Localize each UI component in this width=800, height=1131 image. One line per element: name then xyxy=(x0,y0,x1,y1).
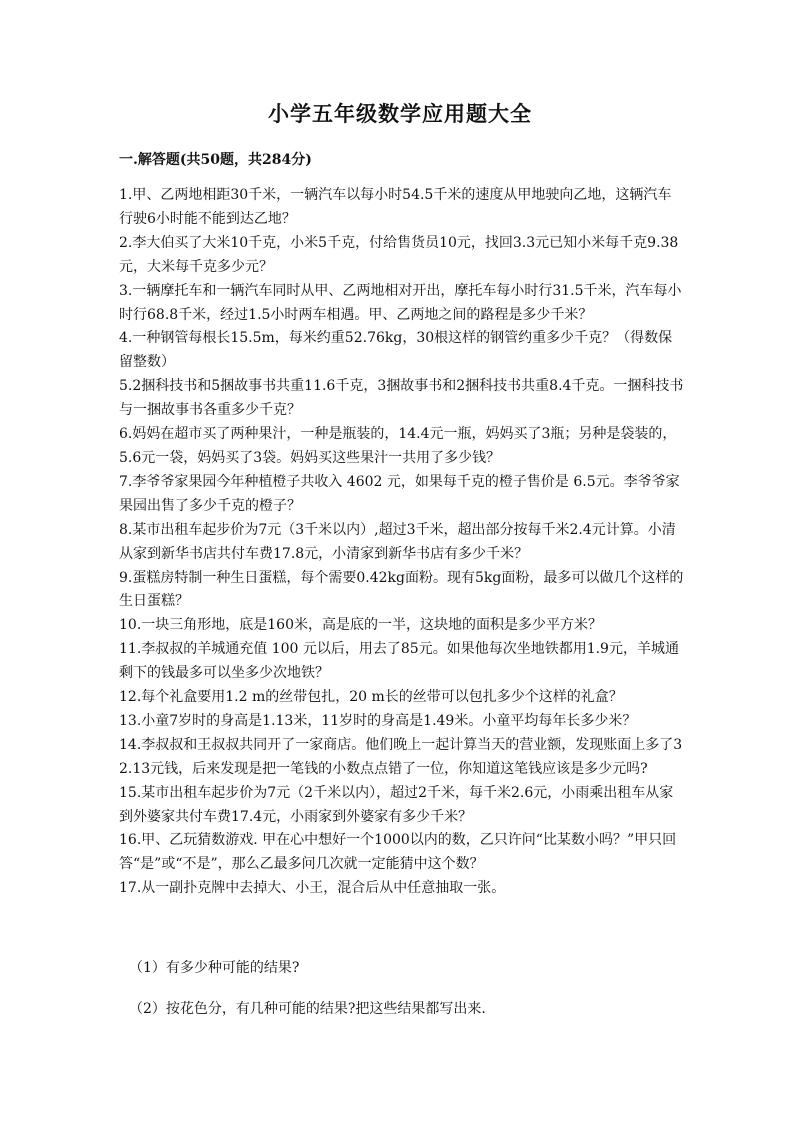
question-8: 8.某市出租车起步价为7元（3千米以内）,超过3千米，超出部分按每千米2.4元计算。小清从家到新华书店共付车费17.8元，小清家到新华书店有多少千米？ xyxy=(119,521,676,562)
question-17: 17.从一副扑克牌中去掉大、小王，混合后从中任意抽取一张。 xyxy=(119,880,506,897)
question-7: 7.李爷爷家果园今年种植橙子共收入 4602 元，如果每千克的橙子售价是 6.5元。李爷爷家果园出售了多少千克的橙子？ xyxy=(119,473,680,514)
page-title: 小学五年级数学应用题大全 xyxy=(268,101,532,126)
sub-question-2: （2）按花色分，有几种可能的结果?把这些结果都写出来. xyxy=(129,1001,486,1017)
question-10: 10.一块三角形地，底是160米，高是底的一半，这块地的面积是多少平方米？ xyxy=(119,617,602,634)
question-14: 14.李叔叔和王叔叔共同开了一家商店。他们晚上一起计算当天的营业额，发现账面上多了32.13元钱，后来发现是把一笔钱的小数点点错了一位，你知道这笔钱应该是多少元吗? xyxy=(119,736,683,777)
question-15: 15.某市出租车起步价为7元（2千米以内），超过2千米，每千米2.6元，小雨乘出租车从家到外婆家共付车费17.4元，小雨家到外婆家有多少千米？ xyxy=(119,784,674,825)
question-list xyxy=(119,184,684,901)
question-1: 1.甲、乙两地相距30千米，一辆汽车以每小时54.5千米的速度从甲地驶向乙地，这辆汽车行驶6小时能不能到达乙地？ xyxy=(119,187,672,227)
question-12: 12.每个礼盒要用1.2 m的丝带包扎，20 m长的丝带可以包扎多少个这样的礼盒？ xyxy=(119,689,623,706)
question-3: 3.一辆摩托车和一辆汽车同时从甲、乙两地相对开出，摩托车每小时行31.5千米，汽车每小时行68.8千米，经过1.5小时两车相遇。甲、乙两地之间的路程是多少千米？ xyxy=(119,282,682,323)
question-4: 4.一种钢管每根长15.5m，每米约重52.76kg，30根这样的钢管约重多少千克？（得数保留整数） xyxy=(119,330,673,371)
question-16: 16.甲、乙玩猜数游戏. 甲在心中想好一个1000以内的数，乙只许问“比某数小吗？”甲只回答“是”或“不是”，那么乙最多问几次就一定能猜中这个数？ xyxy=(119,832,677,873)
question-2: 2.李大伯买了大米10千克，小米5千克，付给售货员10元，找回3.3元已知小米每千克9.38元，大米每千克多少元？ xyxy=(119,234,679,275)
section-heading: 一.解答题(共50题，共284分) xyxy=(119,152,312,168)
question-9: 9.蛋糕房特制一种生日蛋糕，每个需要0.42kg面粉。现有5kg面粉，最多可以做几个这样的生日蛋糕？ xyxy=(119,569,684,610)
question-13: 13.小童7岁时的身高是1.13米，11岁时的身高是1.49米。小童平均每年长多少米？ xyxy=(119,712,637,729)
sub-question-1: （1）有多少种可能的结果? xyxy=(129,960,300,976)
question-5: 5.2捆科技书和5捆故事书共重11.6千克，3捆故事书和2捆科技书共重8.4千克。一捆科技书与一捆故事书各重多少千克？ xyxy=(119,378,684,419)
question-6: 6.妈妈在超市买了两种果汁，一种是瓶装的，14.4元一瓶，妈妈买了3瓶；另种是袋装的，5.6元一袋，妈妈买了3袋。妈妈买这些果汁一共用了多少钱？ xyxy=(119,426,677,466)
question-11: 11.李叔叔的羊城通充值 100 元以后，用去了85元。如果他每次坐地铁都用1.9元，羊城通剩下的钱最多可以坐多少次地铁？ xyxy=(119,641,679,682)
